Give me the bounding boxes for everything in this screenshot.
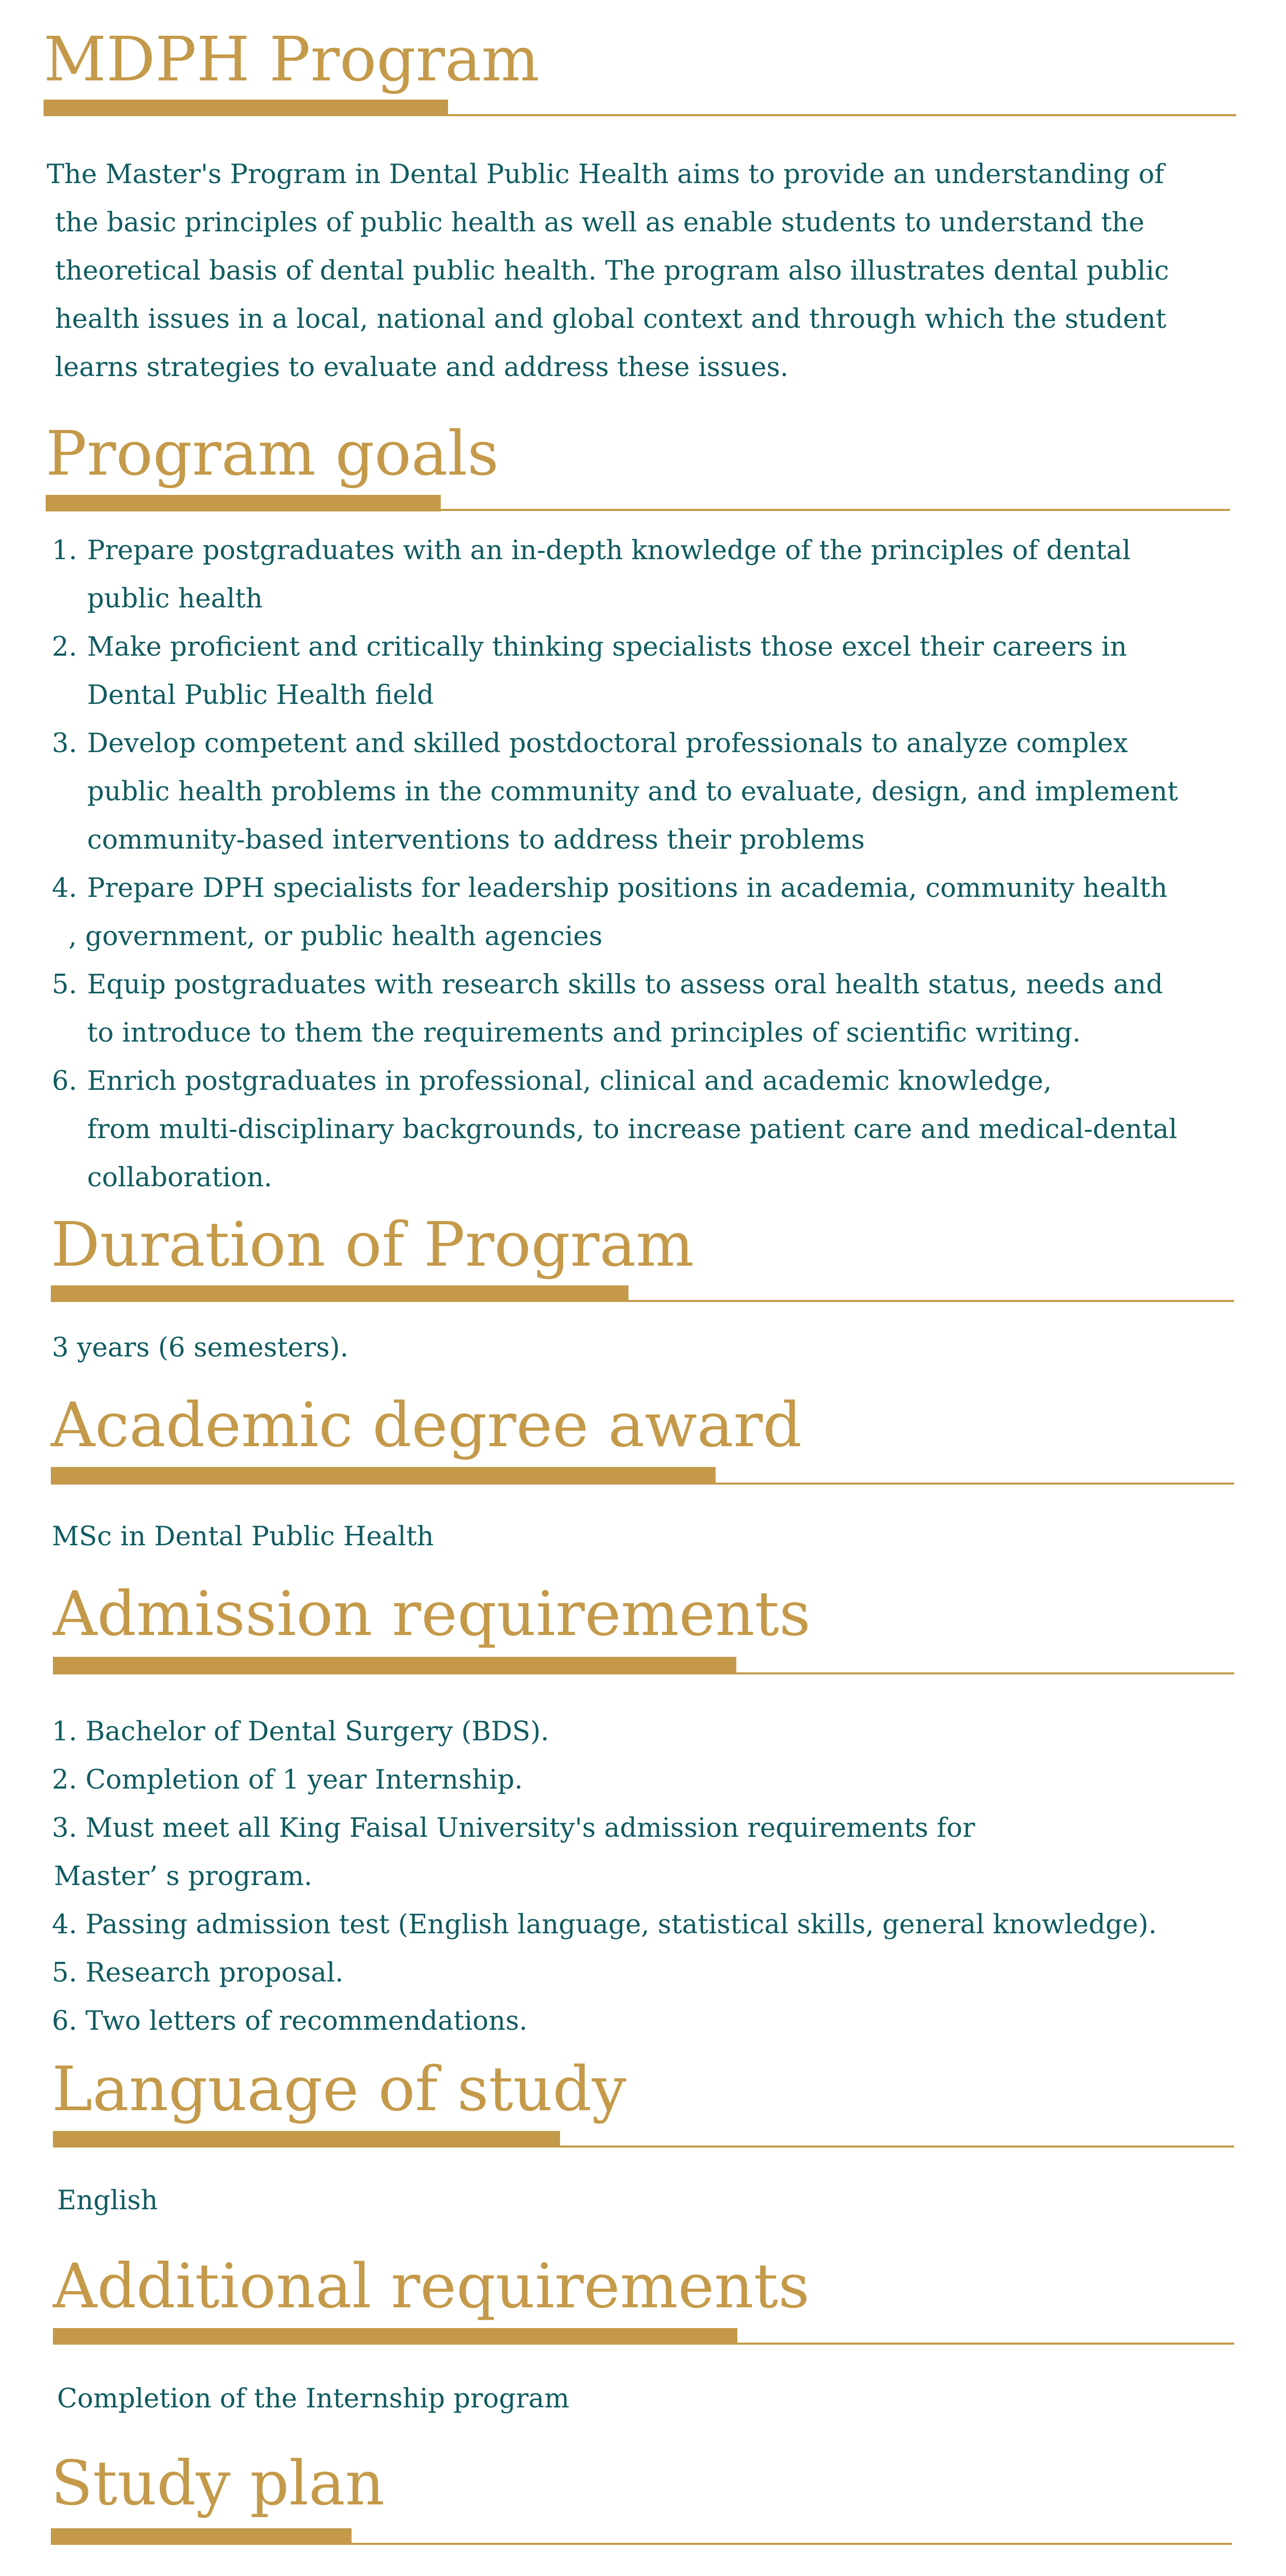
list-item: 6. Enrich postgraduates in professional, clinical and academic knowledge, bbox=[52, 1066, 1052, 1097]
list-item: 1. Bachelor of Dental Surgery (BDS). bbox=[52, 1716, 549, 1747]
language-text: English bbox=[57, 2185, 158, 2216]
list-item-continuation: Dental Public Health field bbox=[87, 680, 434, 711]
list-item-continuation: public health problems in the community and to evaluate, design, and implement bbox=[87, 777, 1178, 807]
section-title-academic-degree: Academic degree award bbox=[51, 1389, 802, 1461]
duration-text: 3 years (6 semesters). bbox=[52, 1333, 348, 1363]
title-underline-rule bbox=[53, 2343, 1234, 2345]
list-item-continuation: collaboration. bbox=[87, 1162, 272, 1193]
title-underline-rule bbox=[46, 509, 1230, 511]
list-item-continuation: community-based interventions to address their problems bbox=[87, 825, 865, 855]
list-item: 1. Prepare postgraduates with an in-depth knowledge of the principles of dental bbox=[52, 535, 1131, 566]
goals-list bbox=[52, 527, 1178, 1202]
list-item: 4. Passing admission test (English language, statistical skills, general knowledge). bbox=[52, 1909, 1157, 1940]
additional-text: Completion of the Internship program bbox=[57, 2384, 569, 2414]
paragraph-line: health issues in a local, national and global context and through which the student bbox=[55, 304, 1167, 335]
title-underline-rule bbox=[51, 1483, 1234, 1485]
title-underline-rule bbox=[51, 1300, 1234, 1302]
intro-paragraph bbox=[47, 150, 1169, 392]
degree-text: MSc in Dental Public Health bbox=[52, 1521, 434, 1552]
section-title-admission: Admission requirements bbox=[53, 1578, 811, 1650]
title-underline-accent bbox=[53, 1657, 736, 1673]
title-underline-rule bbox=[51, 2543, 1232, 2545]
section-title-mdph-program: MDPH Program bbox=[44, 23, 540, 95]
title-underline-rule bbox=[44, 114, 1236, 116]
list-item: 3. Develop competent and skilled postdoctoral professionals to analyze complex bbox=[52, 728, 1128, 759]
section-title-program-goals: Program goals bbox=[46, 418, 499, 489]
list-item-continuation: , government, or public health agencies bbox=[68, 921, 603, 952]
list-item: 3. Must meet all King Faisal University's admission requirements for bbox=[52, 1813, 975, 1844]
title-underline-rule bbox=[53, 2145, 1234, 2148]
list-item-continuation: to introduce to them the requirements and principles of scientific writing. bbox=[87, 1018, 1081, 1048]
list-item: 2. Completion of 1 year Internship. bbox=[52, 1765, 523, 1795]
list-item: 5. Research proposal. bbox=[52, 1958, 344, 1988]
list-item: 5. Equip postgraduates with research skills to assess oral health status, needs and bbox=[52, 970, 1163, 1000]
title-underline-accent bbox=[51, 1467, 716, 1484]
paragraph-line: the basic principles of public health as well as enable students to understand the bbox=[55, 207, 1144, 238]
section-title-additional: Additional requirements bbox=[53, 2250, 810, 2322]
list-item: 2. Make proficient and critically thinking specialists those excel their careers in bbox=[52, 632, 1127, 662]
section-title-duration: Duration of Program bbox=[51, 1209, 694, 1280]
paragraph-line: theoretical basis of dental public health. The program also illustrates dental public bbox=[55, 256, 1169, 286]
list-item-continuation: Master’ s program. bbox=[54, 1861, 313, 1892]
paragraph-line: The Master's Program in Dental Public Health aims to provide an understanding of bbox=[47, 159, 1165, 190]
list-item: 6. Two letters of recommendations. bbox=[52, 2006, 528, 2037]
section-title-language: Language of study bbox=[52, 2053, 626, 2125]
section-title-study-plan: Study plan bbox=[51, 2447, 385, 2519]
title-underline-rule bbox=[53, 1672, 1234, 1674]
list-item-continuation: public health bbox=[87, 584, 263, 614]
list-item: 4. Prepare DPH specialists for leadership positions in academia, community health bbox=[52, 873, 1168, 904]
paragraph-line: learns strategies to evaluate and address these issues. bbox=[55, 352, 789, 383]
admission-list bbox=[52, 1708, 1157, 2045]
list-item-continuation: from multi-disciplinary backgrounds, to increase patient care and medical-dental bbox=[87, 1114, 1178, 1145]
